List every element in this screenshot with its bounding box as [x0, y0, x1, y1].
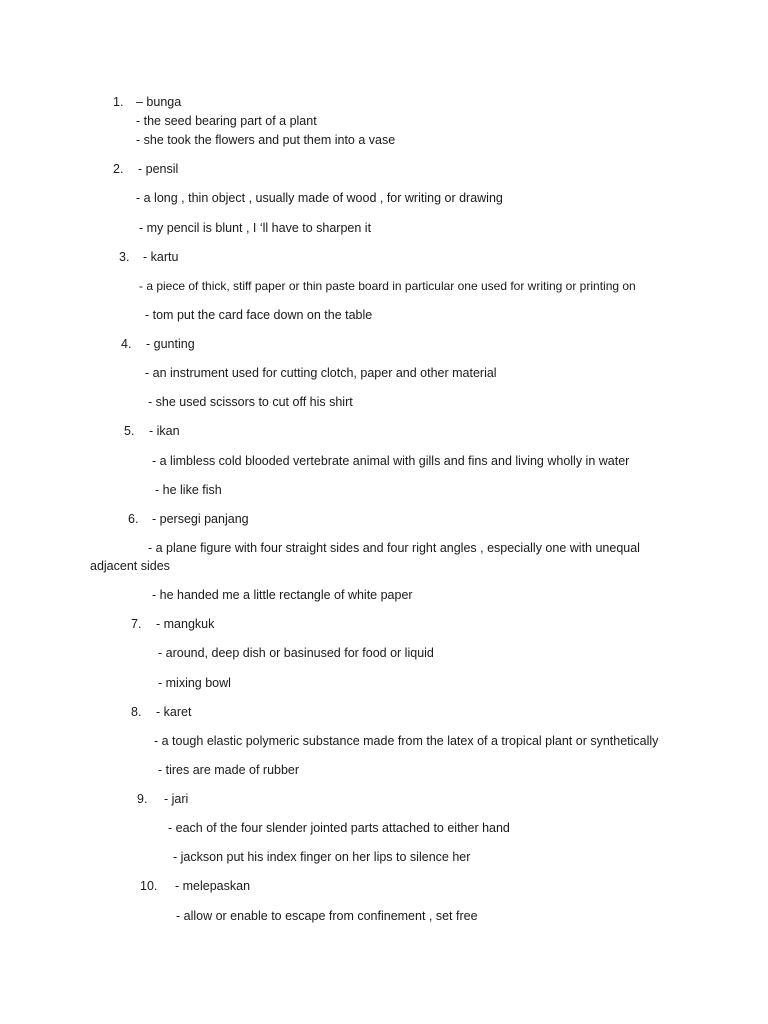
- entry-word: - mangkuk: [156, 617, 215, 631]
- entry-example: - he handed me a little rectangle of white paper: [152, 588, 413, 602]
- entry-word: - pensil: [138, 162, 179, 176]
- entry-definition-continued: adjacent sides: [90, 559, 170, 573]
- entry-number: 5.: [124, 424, 135, 438]
- entry-number: 10.: [140, 879, 158, 893]
- entry-number: 6.: [128, 512, 139, 526]
- entry-word: - gunting: [146, 337, 195, 351]
- entry-number: 4.: [121, 337, 132, 351]
- entry-example: - my pencil is blunt , I ‘ll have to sharpen it: [139, 221, 372, 235]
- entry-word: - karet: [156, 705, 192, 719]
- entry-number: 3.: [119, 250, 130, 264]
- entry-example: - jackson put his index finger on her lips to silence her: [173, 850, 471, 864]
- entry-number: 8.: [131, 705, 142, 719]
- entry-example: - tom put the card face down on the table: [145, 308, 373, 322]
- entry-example: - she used scissors to cut off his shirt: [148, 395, 353, 409]
- entry-definition: - a tough elastic polymeric substance made from the latex of a tropical plant or synthetically: [154, 734, 659, 748]
- entry-number: 7.: [131, 617, 142, 631]
- entry-definition: - an instrument used for cutting clotch, paper and other material: [145, 366, 497, 380]
- entry-definition: - around, deep dish or basinused for food or liquid: [158, 646, 434, 660]
- entry-example: - tires are made of rubber: [158, 763, 300, 777]
- entry-example: - mixing bowl: [158, 676, 231, 690]
- entry-example: - he like fish: [155, 483, 222, 497]
- entry-definition: - a plane figure with four straight sides and four right angles , especially one with unequal: [148, 541, 640, 555]
- entry-example: - she took the flowers and put them into a vase: [136, 133, 396, 147]
- entry-definition: - the seed bearing part of a plant: [136, 114, 317, 128]
- entry-word: - jari: [164, 792, 189, 806]
- entry-definition: - allow or enable to escape from confinement , set free: [176, 909, 478, 923]
- entry-word: – bunga: [136, 95, 182, 109]
- entry-word: - melepaskan: [175, 879, 251, 893]
- entry-definition: - each of the four slender jointed parts attached to either hand: [168, 821, 510, 835]
- entry-number: 2.: [113, 162, 124, 176]
- entry-number: 1.: [113, 95, 124, 109]
- entry-number: 9.: [137, 792, 148, 806]
- entry-definition: - a piece of thick, stiff paper or thin paste board in particular one used for writing or printing on: [139, 279, 636, 293]
- entry-word: - ikan: [149, 424, 180, 438]
- entry-word: - kartu: [143, 250, 179, 264]
- entry-definition: - a long , thin object , usually made of wood , for writing or drawing: [136, 191, 503, 205]
- entry-definition: - a limbless cold blooded vertebrate animal with gills and fins and living wholly in water: [152, 454, 630, 468]
- entry-word: - persegi panjang: [152, 512, 249, 526]
